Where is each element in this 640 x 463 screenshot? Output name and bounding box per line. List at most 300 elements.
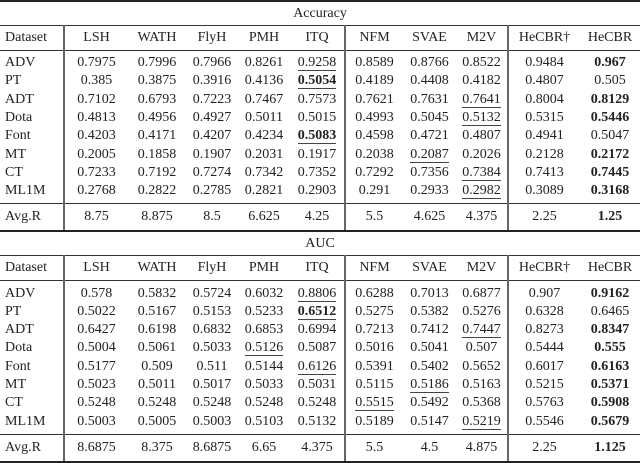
table-cell [290, 281, 345, 303]
table-cell [580, 376, 640, 394]
cell-value: 0.5177 [77, 358, 116, 374]
table-cell [186, 51, 238, 73]
cell-value: 0.5652 [462, 358, 501, 374]
cell-value: 0.1917 [297, 146, 337, 162]
cell-value: 0.5402 [410, 358, 449, 374]
column-header: ITQ [290, 256, 345, 281]
table-cell [403, 182, 456, 204]
cell-value: 0.5083 [297, 128, 337, 144]
table-row [0, 72, 640, 90]
cell-value: 0.5011 [138, 377, 176, 392]
cell-value: 0.2822 [137, 183, 177, 199]
column-header: LSH [64, 256, 128, 281]
table-cell [128, 109, 186, 127]
cell-value: 0.2785 [192, 183, 232, 199]
cell-value: 0.3089 [525, 183, 564, 199]
cell-value: 0.907 [528, 285, 561, 301]
table-cell [128, 339, 186, 357]
table-cell [290, 204, 345, 232]
table-row [0, 281, 640, 303]
column-header: FlyH [186, 26, 238, 51]
cell-value: 0.6465 [590, 303, 630, 319]
table-cell [64, 434, 128, 462]
row-label: ADT [5, 91, 34, 107]
table-cell [345, 281, 403, 303]
table-cell [238, 127, 290, 145]
table-cell [508, 109, 580, 127]
table-cell [580, 321, 640, 339]
cell-value: 0.5763 [525, 395, 564, 411]
cell-value: 0.2821 [244, 183, 284, 199]
table-cell [290, 91, 345, 109]
cell-value: 0.5908 [590, 395, 630, 411]
cell-value: 0.6512 [297, 303, 337, 319]
cell-value: 0.8522 [462, 55, 501, 71]
table-cell [186, 376, 238, 394]
cell-value: 0.4136 [244, 73, 284, 89]
table-cell [186, 109, 238, 127]
row-label: MT [5, 146, 26, 162]
cell-value: 0.6126 [297, 358, 337, 374]
cell-value: 0.7102 [77, 91, 116, 107]
cell-value: 0.5189 [355, 413, 394, 429]
section-title-row [0, 1, 640, 26]
table-cell [128, 164, 186, 182]
cell-value: 0.6328 [525, 303, 564, 319]
cell-value: 0.3168 [590, 183, 630, 199]
cell-value: 5.5 [365, 209, 384, 225]
table-cell [290, 376, 345, 394]
cell-value: 6.625 [248, 209, 280, 225]
table-cell [403, 164, 456, 182]
table-cell [290, 51, 345, 73]
cell-value: 0.9484 [525, 55, 564, 71]
table-cell [64, 321, 128, 339]
cell-value: 0.5016 [355, 340, 394, 356]
table-cell [290, 434, 345, 462]
cell-value: 0.5054 [297, 73, 337, 89]
cell-value: 0.5382 [410, 303, 449, 319]
cell-value: 0.5023 [77, 377, 116, 392]
table-cell [508, 281, 580, 303]
column-header: NFM [345, 256, 403, 281]
cell-value: 0.5371 [590, 377, 630, 392]
table-row [0, 339, 640, 357]
table-cell [128, 72, 186, 90]
table-cell [456, 358, 508, 376]
table-cell [403, 51, 456, 73]
column-header: M2V [456, 256, 508, 281]
cell-value: 0.507 [465, 340, 498, 356]
table-cell [403, 376, 456, 394]
cell-value: 0.5248 [77, 395, 116, 411]
section-title: AUC [0, 231, 640, 256]
cell-value: 0.5031 [297, 377, 337, 392]
cell-value: 0.7384 [462, 164, 501, 180]
cell-value: 0.7641 [462, 91, 501, 107]
cell-value: 8.875 [141, 209, 173, 225]
header-row [0, 256, 640, 281]
cell-value: 0.7966 [192, 55, 232, 71]
cell-value: 0.7342 [244, 164, 284, 180]
cell-value: 0.4408 [410, 73, 449, 89]
cell-value: 0.8589 [355, 55, 394, 71]
table-cell [345, 339, 403, 357]
table-cell [508, 127, 580, 145]
table-cell [345, 358, 403, 376]
column-header: HeCBR [580, 256, 640, 281]
cell-value: 0.967 [594, 55, 626, 71]
row-label: ML1M [5, 183, 46, 199]
cell-value: 0.7975 [77, 55, 116, 71]
table-cell [456, 127, 508, 145]
cell-value: 0.5248 [244, 395, 284, 411]
cell-value: 1.125 [594, 439, 626, 455]
table-cell [238, 145, 290, 163]
table-cell [508, 303, 580, 321]
table-cell [238, 204, 290, 232]
row-label: PT [5, 303, 22, 319]
cell-value: 0.5444 [525, 340, 564, 356]
table-cell [508, 434, 580, 462]
cell-value: 0.5017 [192, 377, 232, 392]
cell-value: 0.5144 [244, 358, 284, 374]
cell-value: 0.5015 [297, 110, 337, 126]
cell-value: 0.6994 [297, 322, 337, 338]
cell-value: 0.2031 [244, 146, 284, 162]
row-label: ADV [5, 285, 36, 301]
table-cell [128, 127, 186, 145]
cell-value: 0.5087 [297, 340, 337, 356]
cell-value: 8.6875 [77, 439, 116, 455]
table-row [0, 127, 640, 145]
cell-value: 0.5315 [525, 110, 564, 126]
cell-value: 0.5446 [590, 110, 630, 126]
table-cell [290, 127, 345, 145]
table-cell [64, 164, 128, 182]
cell-value: 0.4171 [137, 128, 177, 144]
table-cell [290, 164, 345, 182]
table-cell [456, 109, 508, 127]
column-header: PMH [238, 256, 290, 281]
cell-value: 0.5515 [355, 395, 394, 411]
cell-value: 0.5103 [244, 413, 284, 429]
cell-value: 4.25 [304, 209, 330, 225]
table-row [0, 412, 640, 434]
cell-value: 0.5368 [462, 395, 501, 411]
cell-value: 0.5003 [192, 413, 232, 429]
cell-value: 0.4813 [77, 110, 116, 126]
table-cell [580, 182, 640, 204]
cell-value: 0.5163 [462, 377, 501, 392]
table-cell [403, 303, 456, 321]
table-cell [456, 394, 508, 412]
table-cell [580, 145, 640, 163]
column-header: WATH [128, 26, 186, 51]
table-cell [580, 394, 640, 412]
cell-value: 0.5147 [410, 413, 449, 429]
cell-value: 0.9258 [297, 55, 337, 71]
cell-value: 0.5219 [462, 413, 501, 429]
cell-value: 0.5492 [410, 395, 449, 411]
table-cell [238, 109, 290, 127]
cell-value: 0.8261 [244, 55, 284, 71]
header-row [0, 26, 640, 51]
table-cell [580, 164, 640, 182]
table-row [0, 303, 640, 321]
cell-value: 0.8806 [297, 285, 337, 301]
cell-value: 0.5248 [192, 395, 232, 411]
cell-value: 0.6793 [137, 91, 177, 107]
table-cell [64, 376, 128, 394]
cell-value: 0.7445 [590, 164, 630, 180]
table-cell [345, 412, 403, 434]
table-cell [456, 91, 508, 109]
table-cell [508, 394, 580, 412]
table-cell [128, 434, 186, 462]
cell-value: 0.6427 [77, 322, 116, 338]
cell-value: 0.4927 [192, 110, 232, 126]
table-cell [64, 204, 128, 232]
section-title: Accuracy [0, 1, 640, 26]
table-cell [238, 358, 290, 376]
table-cell [456, 303, 508, 321]
table-cell [128, 182, 186, 204]
row-label: MT [5, 377, 26, 392]
table-cell [290, 182, 345, 204]
cell-value: 0.7467 [244, 91, 284, 107]
table-row [0, 358, 640, 376]
table-cell [456, 51, 508, 73]
table-cell [508, 145, 580, 163]
cell-value: 0.5033 [244, 377, 284, 392]
table-cell [580, 51, 640, 73]
table-cell [64, 127, 128, 145]
column-header: HeCBR [580, 26, 640, 51]
cell-value: 0.3875 [137, 73, 177, 89]
table-cell [508, 91, 580, 109]
table-cell [128, 281, 186, 303]
table-cell [238, 51, 290, 73]
cell-value: 2.25 [532, 209, 557, 225]
cell-value: 5.5 [365, 439, 384, 455]
table-cell [403, 72, 456, 90]
table-cell [186, 358, 238, 376]
table-cell [238, 91, 290, 109]
table-cell [186, 303, 238, 321]
cell-value: 0.5022 [77, 303, 116, 319]
cell-value: 0.5679 [590, 413, 630, 429]
table-row [0, 145, 640, 163]
cell-value: 0.4807 [462, 128, 501, 144]
table-cell [238, 376, 290, 394]
table-cell [128, 358, 186, 376]
cell-value: 0.4993 [355, 110, 394, 126]
cell-value: 0.6288 [355, 285, 394, 301]
table-cell [128, 303, 186, 321]
row-label: CT [5, 164, 23, 180]
cell-value: 0.6832 [192, 322, 232, 338]
table-cell [186, 91, 238, 109]
cell-value: 0.8347 [590, 322, 630, 338]
table-cell [508, 376, 580, 394]
table-cell [186, 339, 238, 357]
cell-value: 0.7013 [410, 285, 449, 301]
table-cell [128, 376, 186, 394]
cell-value: 0.5061 [137, 340, 177, 356]
cell-value: 0.5275 [355, 303, 394, 319]
column-header: M2V [456, 26, 508, 51]
column-header: PMH [238, 26, 290, 51]
column-header: SVAE [403, 26, 456, 51]
table-cell [403, 339, 456, 357]
cell-value: 0.5115 [355, 377, 394, 392]
table-cell [345, 182, 403, 204]
table-cell [238, 394, 290, 412]
cell-value: 0.5132 [462, 110, 501, 126]
cell-value: 0.291 [358, 183, 391, 199]
column-header: ITQ [290, 26, 345, 51]
table-cell [508, 339, 580, 357]
table-cell [64, 339, 128, 357]
table-cell [508, 182, 580, 204]
table-cell [403, 394, 456, 412]
table-row [0, 376, 640, 394]
cell-value: 8.75 [84, 209, 109, 225]
table-cell [456, 72, 508, 90]
row-label: Dota [5, 110, 33, 126]
table-cell [64, 281, 128, 303]
cell-value: 4.625 [413, 209, 446, 225]
table-cell [64, 394, 128, 412]
row-label: ADV [5, 55, 36, 71]
table-cell [508, 72, 580, 90]
cell-value: 0.555 [594, 340, 626, 356]
cell-value: 0.6853 [244, 322, 284, 338]
table-cell [345, 51, 403, 73]
row-label: CT [5, 395, 23, 411]
table-cell [345, 434, 403, 462]
cell-value: 0.5546 [525, 413, 564, 429]
table-cell [290, 72, 345, 90]
table-cell [456, 376, 508, 394]
table-cell [186, 72, 238, 90]
cell-value: 0.7996 [137, 55, 177, 71]
table-cell [186, 434, 238, 462]
table-cell [508, 204, 580, 232]
table-cell [64, 412, 128, 434]
column-header: SVAE [403, 256, 456, 281]
avg-rank-row [0, 434, 640, 462]
table-cell [290, 109, 345, 127]
table-cell [64, 72, 128, 90]
table-cell [345, 204, 403, 232]
cell-value: 4.5 [420, 439, 439, 455]
table-cell [238, 303, 290, 321]
table-cell [580, 72, 640, 90]
row-label: Dota [5, 340, 33, 356]
cell-value: 0.5233 [244, 303, 284, 319]
table-cell [128, 145, 186, 163]
cell-value: 0.7356 [410, 164, 449, 180]
row-label: ADT [5, 322, 34, 338]
table-cell [128, 204, 186, 232]
table-cell [456, 182, 508, 204]
cell-value: 0.4234 [244, 128, 284, 144]
cell-value: 0.5033 [192, 340, 232, 356]
cell-value: 0.5186 [410, 377, 449, 392]
cell-value: 0.6198 [137, 322, 177, 338]
table-cell [186, 204, 238, 232]
cell-value: 0.5132 [297, 413, 337, 429]
table-cell [186, 394, 238, 412]
cell-value: 0.7192 [137, 164, 177, 180]
column-header: LSH [64, 26, 128, 51]
cell-value: 0.4189 [355, 73, 394, 89]
cell-value: 0.7573 [297, 91, 337, 107]
column-header: Dataset [0, 256, 64, 281]
cell-value: 6.65 [251, 439, 277, 455]
table-cell [186, 321, 238, 339]
column-header: NFM [345, 26, 403, 51]
table-cell [345, 72, 403, 90]
table-cell [128, 412, 186, 434]
cell-value: 0.385 [80, 73, 113, 89]
cell-value: 8.375 [141, 439, 173, 455]
cell-value: 0.4182 [462, 73, 501, 89]
cell-value: 0.5832 [137, 285, 177, 301]
column-header: WATH [128, 256, 186, 281]
cell-value: 0.2005 [77, 146, 116, 162]
cell-value: 0.7621 [355, 91, 394, 107]
table-cell [580, 434, 640, 462]
table-cell [64, 109, 128, 127]
table-cell [64, 145, 128, 163]
table-cell [186, 164, 238, 182]
table-cell [345, 376, 403, 394]
row-label: Font [5, 128, 31, 144]
cell-value: 8.5 [203, 209, 221, 225]
cell-value: 0.7352 [297, 164, 337, 180]
table-cell [456, 164, 508, 182]
table-row [0, 91, 640, 109]
table-cell [345, 145, 403, 163]
table-cell [186, 412, 238, 434]
row-label: Avg.R [0, 434, 64, 462]
table-cell [456, 412, 508, 434]
cell-value: 8.6875 [192, 439, 232, 455]
table-cell [290, 412, 345, 434]
table-cell [403, 321, 456, 339]
cell-value: 0.7223 [192, 91, 232, 107]
table-row [0, 51, 640, 73]
cell-value: 0.5045 [410, 110, 449, 126]
table-cell [403, 281, 456, 303]
column-header: FlyH [186, 256, 238, 281]
table-cell [290, 303, 345, 321]
table-cell [238, 434, 290, 462]
table-cell [186, 127, 238, 145]
cell-value: 0.5004 [77, 340, 116, 356]
cell-value: 0.5167 [137, 303, 177, 319]
cell-value: 0.4598 [355, 128, 394, 144]
cell-value: 0.3916 [192, 73, 232, 89]
table-cell [403, 412, 456, 434]
table-cell [238, 72, 290, 90]
cell-value: 0.2172 [590, 146, 630, 162]
table-cell [580, 412, 640, 434]
table-cell [345, 394, 403, 412]
